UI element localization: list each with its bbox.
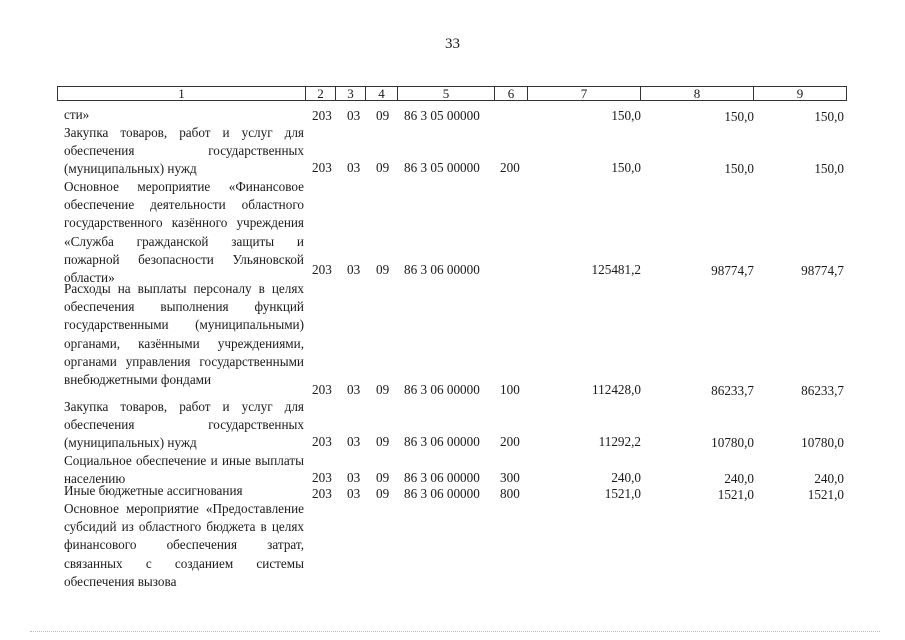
cell-col-5: 86 3 05 00000 bbox=[404, 160, 480, 175]
cell-col-4: 09 bbox=[376, 108, 390, 123]
cell-col-2: 203 bbox=[312, 108, 332, 123]
cell-col-7: 240,0 bbox=[611, 470, 641, 485]
cell-col-3: 03 bbox=[347, 160, 361, 175]
cell-col-2: 203 bbox=[312, 160, 332, 175]
row-description: Основное мероприятие «Финансовое обеспечение деятельности областного государственного казённого учреждения «Служба гражданской защиты и пожарной безопасности Ульяновской области» bbox=[64, 179, 304, 286]
cell-col-5: 86 3 06 00000 bbox=[404, 434, 480, 449]
page-number: 33 bbox=[445, 36, 460, 52]
cell-col-7: 150,0 bbox=[611, 160, 641, 175]
cell-col-9: 98774,7 bbox=[801, 263, 844, 278]
cell-col-2: 203 bbox=[312, 470, 332, 485]
cell-col-7: 1521,0 bbox=[604, 486, 641, 501]
table-column-headers bbox=[57, 86, 847, 102]
cell-col-3: 03 bbox=[347, 262, 361, 277]
row-description: Расходы на выплаты персоналу в целях обеспечения выполнения функций государственными (муниципальными) органами, казёнными учреждениями, органами управления государственными внебюджетными фондами bbox=[64, 281, 304, 388]
cell-col-8: 1521,0 bbox=[717, 487, 754, 502]
row-description: сти» bbox=[64, 107, 90, 122]
cell-col-6: 200 bbox=[500, 434, 520, 449]
cell-col-5: 86 3 06 00000 bbox=[404, 470, 480, 485]
cell-col-3: 03 bbox=[347, 108, 361, 123]
cell-col-7: 11292,2 bbox=[598, 434, 641, 449]
cell-col-5: 86 3 06 00000 bbox=[404, 382, 480, 397]
row-description: Закупка товаров, работ и услуг для обеспечения государственных (муниципальных) нужд bbox=[64, 125, 304, 177]
cell-col-8: 98774,7 bbox=[711, 263, 754, 278]
column-header-1: 1 bbox=[57, 86, 305, 101]
cell-col-8: 86233,7 bbox=[711, 383, 754, 398]
cell-col-2: 203 bbox=[312, 262, 332, 277]
cell-col-2: 203 bbox=[312, 486, 332, 501]
cell-col-4: 09 bbox=[376, 486, 390, 501]
cell-col-8: 150,0 bbox=[724, 109, 754, 124]
cell-col-2: 203 bbox=[312, 434, 332, 449]
cell-col-8: 240,0 bbox=[724, 471, 754, 486]
cell-col-6: 200 bbox=[500, 160, 520, 175]
page-bottom-edge bbox=[30, 630, 880, 632]
cell-col-3: 03 bbox=[347, 470, 361, 485]
cell-col-9: 240,0 bbox=[814, 471, 844, 486]
cell-col-9: 1521,0 bbox=[807, 487, 844, 502]
column-header-8: 8 bbox=[640, 86, 753, 101]
cell-col-6: 800 bbox=[500, 486, 520, 501]
cell-col-7: 125481,2 bbox=[591, 262, 641, 277]
row-description: Социальное обеспечение и иные выплаты населению bbox=[64, 453, 304, 487]
cell-col-8: 10780,0 bbox=[711, 435, 754, 450]
cell-col-8: 150,0 bbox=[724, 161, 754, 176]
cell-col-7: 112428,0 bbox=[592, 382, 641, 397]
cell-col-6: 300 bbox=[500, 470, 520, 485]
row-description: Иные бюджетные ассигнования bbox=[64, 483, 243, 498]
cell-col-4: 09 bbox=[376, 470, 390, 485]
cell-col-5: 86 3 06 00000 bbox=[404, 262, 480, 277]
cell-col-4: 09 bbox=[376, 382, 390, 397]
column-header-9: 9 bbox=[753, 86, 847, 101]
cell-col-3: 03 bbox=[347, 486, 361, 501]
row-description: Закупка товаров, работ и услуг для обеспечения государственных (муниципальных) нужд bbox=[64, 399, 304, 451]
cell-col-4: 09 bbox=[376, 434, 390, 449]
cell-col-9: 10780,0 bbox=[801, 435, 844, 450]
column-header-4: 4 bbox=[365, 86, 397, 101]
cell-col-3: 03 bbox=[347, 382, 361, 397]
cell-col-3: 03 bbox=[347, 434, 361, 449]
column-header-7: 7 bbox=[527, 86, 640, 101]
cell-col-5: 86 3 05 00000 bbox=[404, 108, 480, 123]
row-description: Основное мероприятие «Предоставление субсидий из областного бюджета в целях финансового обеспечения затрат, связанных с созданием системы обеспечения вызова bbox=[64, 501, 304, 589]
cell-col-6: 100 bbox=[500, 382, 520, 397]
cell-col-4: 09 bbox=[376, 262, 390, 277]
cell-col-2: 203 bbox=[312, 382, 332, 397]
cell-col-7: 150,0 bbox=[611, 108, 641, 123]
column-header-3: 3 bbox=[335, 86, 365, 101]
column-header-6: 6 bbox=[494, 86, 527, 101]
column-header-2: 2 bbox=[305, 86, 335, 101]
cell-col-9: 86233,7 bbox=[801, 383, 844, 398]
cell-col-5: 86 3 06 00000 bbox=[404, 486, 480, 501]
cell-col-9: 150,0 bbox=[814, 109, 844, 124]
cell-col-9: 150,0 bbox=[814, 161, 844, 176]
column-header-5: 5 bbox=[397, 86, 494, 101]
cell-col-4: 09 bbox=[376, 160, 390, 175]
